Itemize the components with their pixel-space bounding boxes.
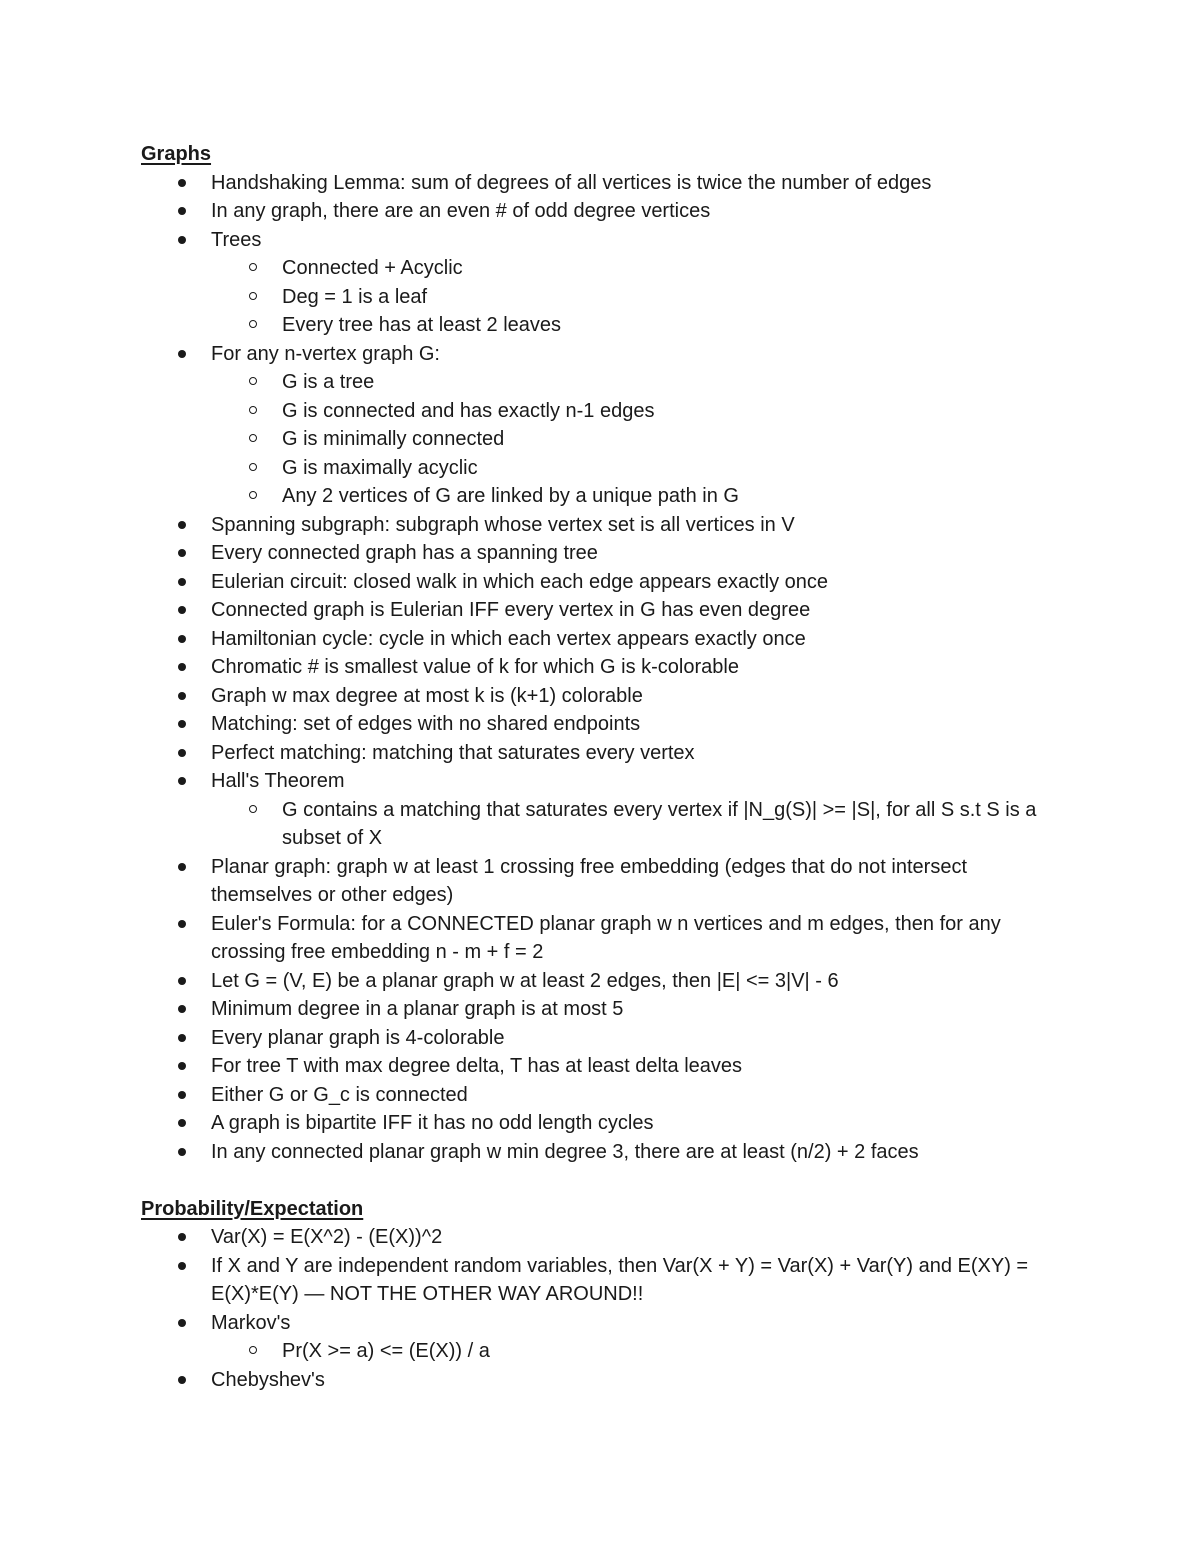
sub-list-item xyxy=(141,1337,1071,1366)
sub-list-item-text: Every tree has at least 2 leaves xyxy=(282,314,562,336)
sub-list-item xyxy=(141,796,1071,853)
list-item xyxy=(141,511,1071,540)
filled-bullet-icon xyxy=(178,521,186,529)
list-item-text: Perfect matching: matching that saturates every vertex xyxy=(211,741,695,764)
list-item xyxy=(141,539,1071,568)
filled-bullet-icon xyxy=(178,578,186,586)
list-item xyxy=(141,596,1071,625)
list-item-text: A graph is bipartite IFF it has no odd length cycles xyxy=(211,1112,654,1134)
filled-bullet-icon xyxy=(178,179,186,187)
list-item xyxy=(141,1109,1071,1138)
filled-bullet-icon xyxy=(178,720,186,728)
list-item xyxy=(141,1024,1071,1053)
sub-list-item xyxy=(141,283,1071,312)
list-item-text: Var(X) = E(X^2) - (E(X))^2 xyxy=(211,1226,443,1248)
list-item xyxy=(141,1252,1071,1309)
list-item xyxy=(141,767,1071,796)
document-content xyxy=(141,140,1071,1394)
list-item-text: Graph w max degree at most k is (k+1) colorable xyxy=(211,684,643,707)
bullet-list xyxy=(141,169,1071,1167)
list-item xyxy=(141,910,1071,967)
sub-list-item xyxy=(141,311,1071,340)
sub-list-item-text: Connected + Acyclic xyxy=(282,257,463,279)
sub-list-item xyxy=(141,425,1071,454)
list-item-text: Markov's xyxy=(211,1311,291,1334)
hollow-bullet-icon xyxy=(249,292,257,300)
section-heading-graphs: Graphs xyxy=(141,143,212,165)
hollow-bullet-icon xyxy=(249,805,257,813)
filled-bullet-icon xyxy=(178,920,186,928)
list-item xyxy=(141,169,1071,198)
list-item-text: In any graph, there are an even # of odd degree vertices xyxy=(211,200,711,222)
list-item xyxy=(141,739,1071,768)
list-item xyxy=(141,1052,1071,1081)
filled-bullet-icon xyxy=(178,1034,186,1042)
sub-list-item-text: Any 2 vertices of G are linked by a unique path in G xyxy=(282,485,739,507)
filled-bullet-icon xyxy=(178,749,186,757)
filled-bullet-icon xyxy=(178,606,186,614)
filled-bullet-icon xyxy=(178,692,186,700)
filled-bullet-icon xyxy=(178,1233,186,1241)
sub-list-item xyxy=(141,397,1071,426)
hollow-bullet-icon xyxy=(249,406,257,414)
filled-bullet-icon xyxy=(178,549,186,557)
sub-list-item-text: G is connected and has exactly n-1 edges xyxy=(282,399,655,422)
list-item-text: For any n-vertex graph G: xyxy=(211,342,440,365)
list-item-text: Euler's Formula: for a CONNECTED planar graph w n vertices and m edges, then for any crossing free embedding n - m + f = 2 xyxy=(211,912,1001,963)
list-item-text: Trees xyxy=(211,228,262,251)
filled-bullet-icon xyxy=(178,977,186,985)
sub-list-item-text: G is minimally connected xyxy=(282,428,505,450)
filled-bullet-icon xyxy=(178,1005,186,1013)
hollow-bullet-icon xyxy=(249,320,257,328)
hollow-bullet-icon xyxy=(249,491,257,499)
sub-list-item-text: Pr(X >= a) <= (E(X)) / a xyxy=(282,1340,490,1362)
list-item-text: In any connected planar graph w min degree 3, there are at least (n/2) + 2 faces xyxy=(211,1140,919,1163)
filled-bullet-icon xyxy=(178,1262,186,1270)
filled-bullet-icon xyxy=(178,1119,186,1127)
list-item-text: For tree T with max degree delta, T has at least delta leaves xyxy=(211,1055,743,1077)
sub-list-item xyxy=(141,454,1071,483)
list-item xyxy=(141,1223,1071,1252)
section-spacer xyxy=(141,1166,1071,1195)
list-item-text: Eulerian circuit: closed walk in which each edge appears exactly once xyxy=(211,570,829,593)
filled-bullet-icon xyxy=(178,1376,186,1384)
list-item xyxy=(141,653,1071,682)
list-item xyxy=(141,1138,1071,1167)
list-item xyxy=(141,568,1071,597)
filled-bullet-icon xyxy=(178,1148,186,1156)
list-item xyxy=(141,1366,1071,1395)
filled-bullet-icon xyxy=(178,1319,186,1327)
hollow-bullet-icon xyxy=(249,434,257,442)
filled-bullet-icon xyxy=(178,350,186,358)
filled-bullet-icon xyxy=(178,1062,186,1070)
filled-bullet-icon xyxy=(178,1091,186,1099)
list-item xyxy=(141,682,1071,711)
list-item-text: Matching: set of edges with no shared endpoints xyxy=(211,713,641,735)
list-item-text: Let G = (V, E) be a planar graph w at least 2 edges, then |E| <= 3|V| - 6 xyxy=(211,969,839,992)
bullet-list xyxy=(141,1223,1071,1394)
section-heading-probability-expectation: Probability/Expectation xyxy=(141,1197,364,1220)
list-item-text: Connected graph is Eulerian IFF every vertex in G has even degree xyxy=(211,599,811,621)
filled-bullet-icon xyxy=(178,863,186,871)
list-item xyxy=(141,853,1071,910)
list-item-text: Handshaking Lemma: sum of degrees of all vertices is twice the number of edges xyxy=(211,171,932,194)
filled-bullet-icon xyxy=(178,663,186,671)
list-item-text: Hamiltonian cycle: cycle in which each vertex appears exactly once xyxy=(211,627,806,650)
list-item-text: Either G or G_c is connected xyxy=(211,1083,468,1106)
list-item-text: If X and Y are independent random variables, then Var(X + Y) = Var(X) + Var(Y) and E(XY) = E(X)*E(Y) — NOT THE OTHER WAY AROUND!! xyxy=(211,1254,1029,1305)
sub-list-item xyxy=(141,254,1071,283)
filled-bullet-icon xyxy=(178,635,186,643)
sub-list-item-text: G is maximally acyclic xyxy=(282,456,478,479)
filled-bullet-icon xyxy=(178,236,186,244)
sub-list-item xyxy=(141,368,1071,397)
list-item-text: Every planar graph is 4-colorable xyxy=(211,1026,505,1049)
list-item xyxy=(141,197,1071,226)
sub-list-item-text: G is a tree xyxy=(282,371,375,393)
list-item xyxy=(141,710,1071,739)
list-item-text: Chromatic # is smallest value of k for which G is k-colorable xyxy=(211,656,739,678)
list-item xyxy=(141,1081,1071,1110)
sub-list-item xyxy=(141,482,1071,511)
list-item-text: Chebyshev's xyxy=(211,1368,325,1391)
list-item xyxy=(141,340,1071,369)
list-item-text: Hall's Theorem xyxy=(211,770,345,792)
list-item-text: Every connected graph has a spanning tree xyxy=(211,542,598,564)
list-item-text: Spanning subgraph: subgraph whose vertex set is all vertices in V xyxy=(211,513,795,536)
list-item xyxy=(141,967,1071,996)
sub-list-item-text: Deg = 1 is a leaf xyxy=(282,285,428,308)
list-item xyxy=(141,995,1071,1024)
list-item-text: Planar graph: graph w at least 1 crossing free embedding (edges that do not intersect themselves or other edges) xyxy=(211,855,968,906)
list-item-text: Minimum degree in a planar graph is at most 5 xyxy=(211,998,624,1020)
list-item xyxy=(141,625,1071,654)
hollow-bullet-icon xyxy=(249,263,257,271)
hollow-bullet-icon xyxy=(249,377,257,385)
list-item xyxy=(141,226,1071,255)
hollow-bullet-icon xyxy=(249,463,257,471)
sub-list-item-text: G contains a matching that saturates every vertex if |N_g(S)| >= |S|, for all S s.t S is a subset of X xyxy=(282,798,1037,849)
filled-bullet-icon xyxy=(178,777,186,785)
filled-bullet-icon xyxy=(178,207,186,215)
hollow-bullet-icon xyxy=(249,1346,257,1354)
list-item xyxy=(141,1309,1071,1338)
